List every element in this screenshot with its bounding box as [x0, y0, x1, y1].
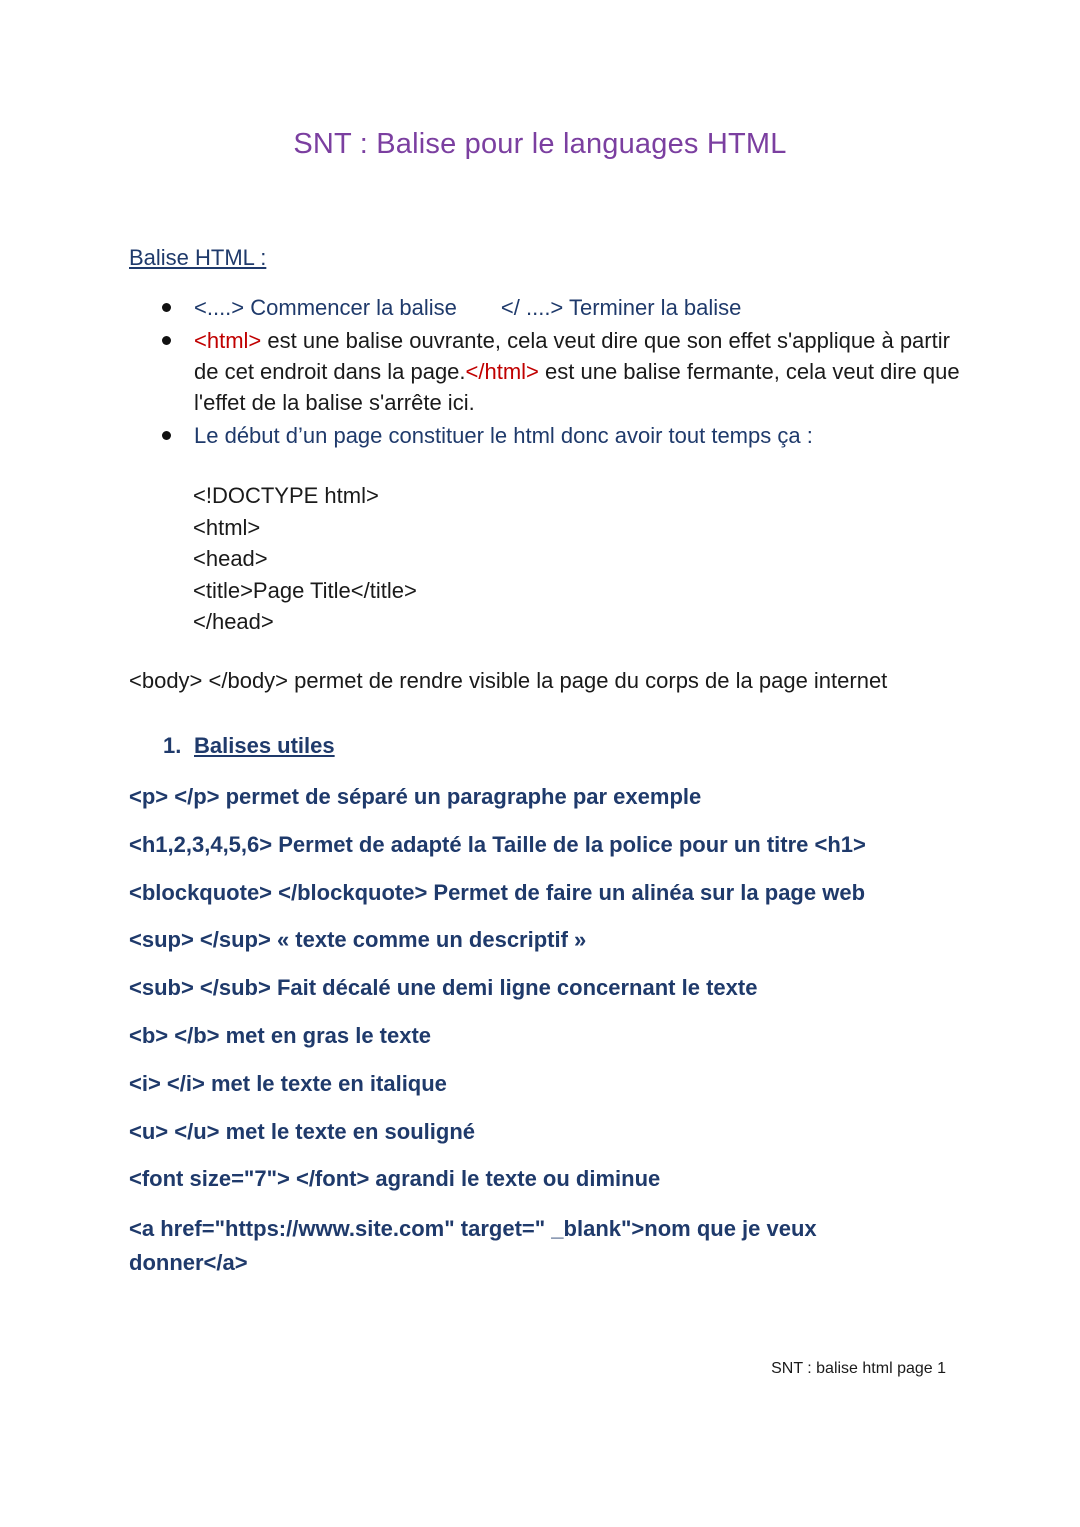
- tag-item: <h1,2,3,4,5,6> Permet de adapté la Taille de la police pour un titre <h1>: [129, 831, 866, 857]
- bullet-list: [160, 292, 960, 453]
- subsection-heading: [163, 733, 335, 759]
- link-tag-line: donner</a>: [129, 1250, 248, 1276]
- bullet-close-text: </ ....> Terminer la balise: [500, 295, 742, 320]
- tag-item: <u> </u> met le texte en souligné: [129, 1118, 476, 1144]
- code-line: <!DOCTYPE html>: [193, 483, 379, 508]
- html-close-description: est une balise fermante, cela veut dire que l'effet de la balise s'arrête ici.: [194, 359, 960, 415]
- code-snippet: [193, 480, 417, 638]
- html-close-tag: </html>: [465, 359, 539, 384]
- code-line: <title>Page Title</title>: [193, 577, 417, 603]
- code-line: <head>: [193, 546, 268, 571]
- bullet-dot-icon: [162, 336, 171, 345]
- bullet-item-html-tag: [160, 325, 960, 418]
- subsection-label: Balises utiles: [194, 733, 335, 758]
- bullet-dot-icon: [162, 431, 171, 440]
- tag-item: <p> </p> permet de séparé un paragraphe par exemple: [129, 784, 702, 809]
- link-tag-line: <a href="https://www.site.com" target=" _blank">nom que je veux: [129, 1216, 817, 1242]
- bullet-dot-icon: [162, 303, 171, 312]
- html-open-tag: <html>: [194, 328, 262, 353]
- tag-item: <i> </i> met le texte en italique: [129, 1070, 447, 1096]
- page-footer: SNT : balise html page 1: [771, 1360, 946, 1377]
- tag-item: <font size="7"> </font> agrandi le texte ou diminue: [129, 1166, 661, 1192]
- subsection-number: 1.: [163, 733, 182, 758]
- tag-item: <b> </b> met en gras le texte: [129, 1022, 432, 1048]
- tag-item: <sup> </sup> « texte comme un descriptif »: [129, 927, 587, 953]
- tag-item: <blockquote> </blockquote> Permet de faire un alinéa sur la page web: [129, 879, 866, 905]
- bullet-item-page-start: [160, 420, 960, 451]
- useful-tags-list: [129, 782, 929, 1280]
- body-tag-description: <body> </body> permet de rendre visible la page du corps de la page internet: [129, 668, 888, 693]
- html-open-description: est une balise ouvrante, cela veut dire que son effet s'applique à partir de cet endroit dans la page.: [194, 328, 950, 384]
- page-title: SNT : Balise pour le languages HTML: [293, 128, 787, 160]
- bullet-open-text: <....> Commencer la balise: [194, 295, 457, 320]
- code-line: <html>: [193, 514, 261, 540]
- section-heading: Balise HTML :: [129, 245, 267, 270]
- link-tag-item: [129, 1212, 929, 1280]
- page-start-text: Le début d’un page constituer le html donc avoir tout temps ça :: [194, 423, 813, 448]
- code-line: </head>: [193, 609, 274, 634]
- bullet-item-open-close: [160, 292, 960, 323]
- tag-item: <sub> </sub> Fait décalé une demi ligne concernant le texte: [129, 975, 758, 1001]
